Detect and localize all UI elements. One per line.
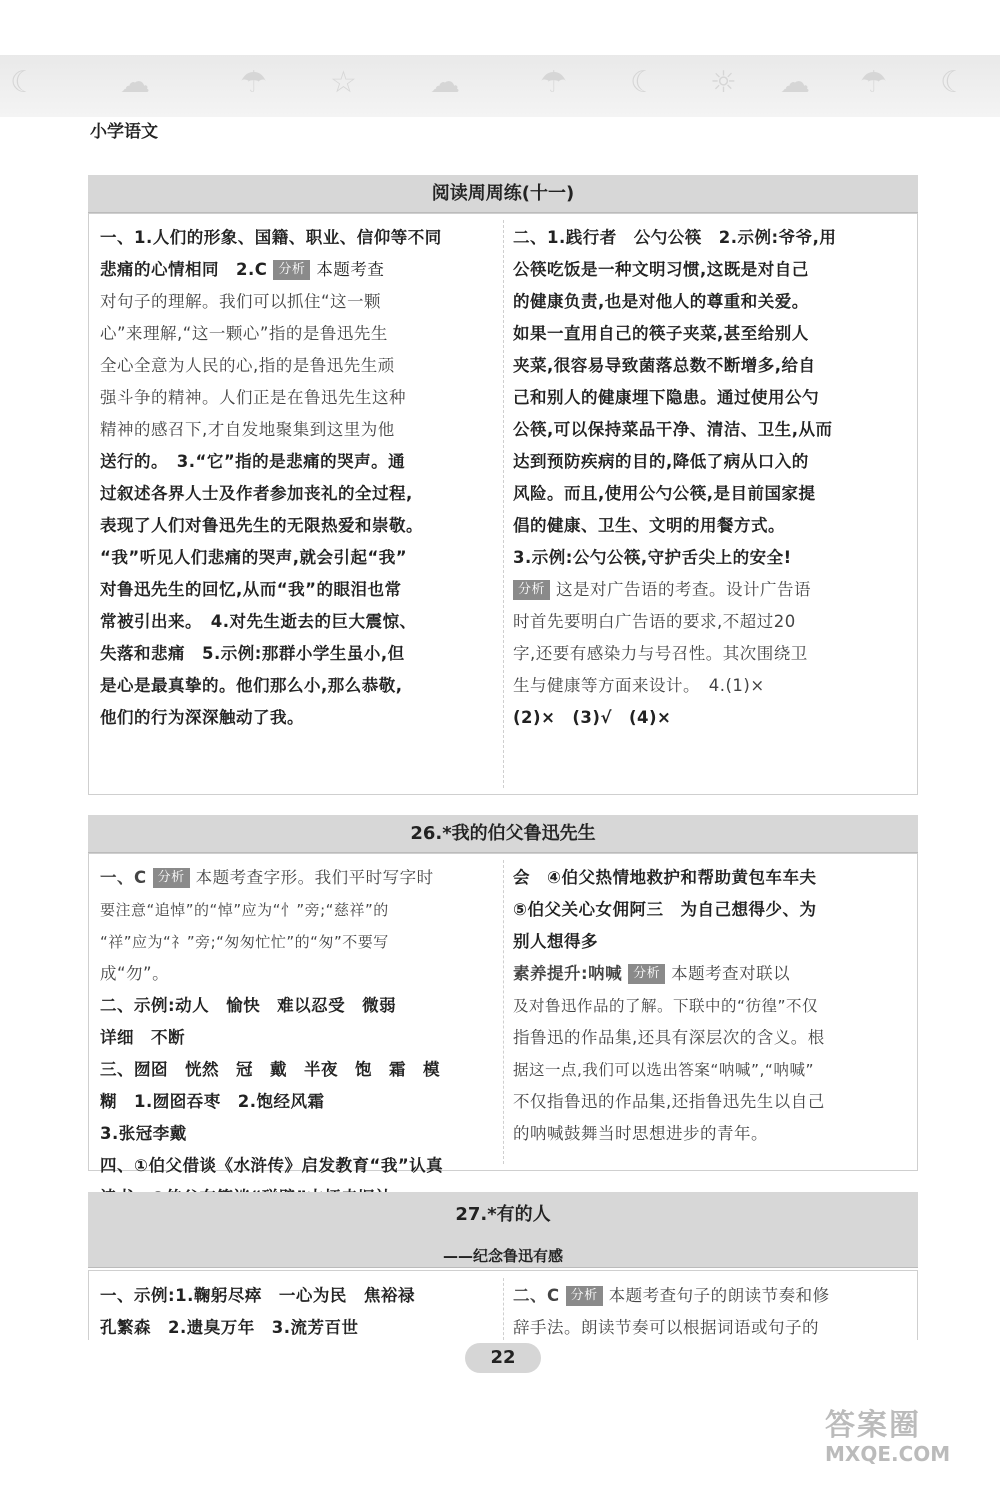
answer-line: 据这一点,我们可以选出答案“呐喊”,“呐喊” [513,1061,814,1079]
moon-icon: ☾ [630,65,657,100]
rain-cloud-icon: ☂ [240,65,267,100]
answer-line: 一、示例:1.鞠躬尽瘁 一心为民 焦裕禄 [100,1286,415,1305]
answer-line: 字,还要有感染力与号召性。其次围绕卫 [513,644,808,663]
analysis-tag: 分析 [273,260,310,280]
answer-line: ⑤伯父关心女佣阿三 为自己想得少、为 [513,900,817,919]
section-title-lesson-27: 27.*有的人 [88,1192,918,1268]
answer-line: 一、1.人们的形象、国籍、职业、信仰等不同 [100,228,442,247]
answer-line: 时首先要明白广告语的要求,不超过20 [513,612,796,631]
star-icon: ☆ [330,65,357,100]
answer-line: 表现了人们对鲁迅先生的无限热爱和崇敬。 [100,516,423,535]
answer-line: 会 ④伯父热情地救护和帮助黄包车车夫 [513,868,817,887]
answer-line: 四、①伯父借谈《水浒传》启发教育“我”认真 [100,1156,444,1175]
answer-line: 是心是最真挚的。他们那么小,那么恭敬, [100,676,403,695]
header-decor-band [0,55,1000,117]
answer-line: 精神的感召下,才自发地聚集到这里为他 [100,420,395,439]
answer-line: 生与健康等方面来设计。 4.(1)× [513,676,765,695]
answer-line: 对句子的理解。我们可以抓住“这一颗 [100,292,382,311]
answer-line: 他们的行为深深触动了我。 [100,708,304,727]
answer-line: 素养提升:呐喊 分析 本题考查对联以 [513,964,791,983]
answer-line: 三、囫囵 恍然 冠 戴 半夜 饱 霜 模 [100,1060,440,1079]
section1-left-column [100,222,495,734]
answer-line: 要注意“追悼”的“悼”应为“忄”旁;“慈祥”的 [100,901,389,919]
sun-cloud-icon: ☼ [710,65,737,100]
answer-line: 夹菜,很容易导致菌落总数不断增多,给自 [513,356,816,375]
analysis-tag: 分析 [566,1286,603,1306]
answer-line: 3.张冠李戴 [100,1124,187,1143]
answer-line: 送行的。 3.“它”指的是悲痛的哭声。通 [100,452,406,471]
answer-line: (2)× (3)√ (4)× [513,708,672,727]
moon-icon: ☾ [10,65,37,100]
section2-divider [503,860,504,1164]
answer-line: 指鲁迅的作品集,还具有深层次的含义。根 [513,1028,825,1047]
answer-line: 己和别人的健康埋下隐患。通过使用公勺 [513,388,819,407]
answer-line: 全心全意为人民的心,指的是鲁迅先生顽 [100,356,395,375]
analysis-tag: 分析 [513,580,550,600]
answer-line: 失落和悲痛 5.示例:那群小学生虽小,但 [100,644,405,663]
answer-line: 如果一直用自己的筷子夹菜,甚至给别人 [513,324,809,343]
watermark-url: MXQE.COM [825,1442,951,1466]
section3-right-column [513,1280,913,1344]
cloud-icon: ☁ [780,65,810,100]
answer-line: 成“勿”。 [100,964,170,983]
answer-line: 悲痛的心情相同 2.C 分析 本题考查 [100,260,385,279]
section2-left-column [100,862,495,1214]
answer-line: 达到预防疾病的目的,降低了病从口入的 [513,452,809,471]
answer-line: “我”听见人们悲痛的哭声,就会引起“我” [100,548,408,567]
section1-right-column [513,222,913,734]
answer-line: 及对鲁迅作品的了解。下联中的“彷徨”不仅 [513,997,819,1015]
answer-line: 公筷吃饭是一种文明习惯,这既是对自己 [513,260,809,279]
section3-left-column [100,1280,495,1344]
answer-line: 的呐喊鼓舞当时思想进步的青年。 [513,1124,768,1143]
answer-line: 3.示例:公勺公筷,守护舌尖上的安全! [513,548,792,567]
section3-subtitle: ——纪念鲁迅有感 [442,1247,563,1265]
section-title-weekly-reading: 阅读周周练(十一) [88,175,918,213]
section2-right-column [513,862,913,1150]
cloud-icon: ☁ [430,65,460,100]
subject-label: 小学语文 [90,122,158,142]
section-title-lesson-26: 26.*我的伯父鲁迅先生 [88,815,918,853]
answer-line: 强斗争的精神。人们正是在鲁迅先生这种 [100,388,406,407]
answer-line: 别人想得多 [513,932,598,951]
answer-line: 一、C 分析 本题考查字形。我们平时写字时 [100,868,434,887]
analysis-tag: 分析 [628,964,665,984]
analysis-tag: 分析 [153,868,190,888]
cloud-icon: ☁ [120,65,150,100]
rain-cloud-icon: ☂ [860,65,887,100]
answer-line: 二、1.践行者 公勺公筷 2.示例:爷爷,用 [513,228,837,247]
answer-line: 心”来理解,“这一颗心”指的是鲁迅先生 [100,324,388,343]
rain-cloud-icon: ☂ [540,65,567,100]
moon-icon: ☾ [940,65,967,100]
answer-line: 二、C 分析 本题考查句子的朗读节奏和修 [513,1286,830,1305]
answer-line: 过叙述各界人士及作者参加丧礼的全过程, [100,484,413,503]
answer-line: 风险。而且,使用公勺公筷,是目前国家提 [513,484,816,503]
answer-line: 糊 1.囫囵吞枣 2.饱经风霜 [100,1092,325,1111]
answer-line: 的健康负责,也是对他人的尊重和关爱。 [513,292,809,311]
answer-line: 详细 不断 [100,1028,185,1047]
answer-line: 辞手法。朗读节奏可以根据词语或句子的 [513,1318,819,1337]
section3-divider [503,1278,504,1340]
answer-line: 二、示例:动人 愉快 难以忍受 微弱 [100,996,397,1015]
answer-line: 不仅指鲁迅的作品集,还指鲁迅先生以自己 [513,1092,825,1111]
answer-line: 常被引出来。 4.对先生逝去的巨大震惊、 [100,612,417,631]
answer-line: 对鲁迅先生的回忆,从而“我”的眼泪也常 [100,580,402,599]
answer-line: 孔繁森 2.遗臭万年 3.流芳百世 [100,1318,359,1337]
watermark-logo: 答案圈 [825,1408,921,1443]
answer-line: 分析 这是对广告语的考查。设计广告语 [513,574,913,606]
section1-divider [503,220,504,788]
answer-line: “祥”应为“礻”旁;“匆匆忙忙”的“匆”不要写 [100,933,389,951]
page-number: 22 [465,1343,541,1373]
answer-line: 公筷,可以保持菜品干净、清洁、卫生,从而 [513,420,833,439]
answer-line: 倡的健康、卫生、文明的用餐方式。 [513,516,785,535]
